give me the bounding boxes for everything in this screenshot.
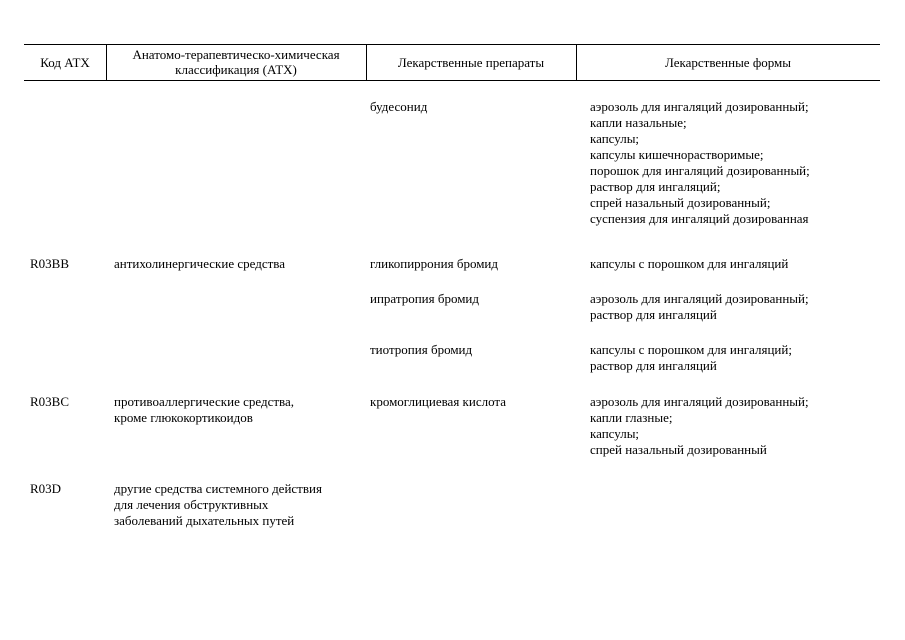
drug-name: ипратропия бромид [370,291,479,306]
header-code: Код АТХ [40,54,90,70]
dosage-forms: капсулы с порошком для ингаляций [590,256,789,271]
table-header-rule [24,80,880,81]
atc-group: антихолинергические средства [114,256,286,271]
drug-name: будесонид [370,99,428,114]
atc-code: R03D [30,481,62,496]
header-drugs: Лекарственные препараты [397,54,545,70]
drug-name: гликопиррония бромид [370,256,498,271]
atc-group: противоаллергические средства, кроме глюкокортикоидов [114,394,295,425]
drug-name: кромоглициевая кислота [370,394,507,409]
dosage-forms: капсулы с порошком для ингаляций; раствор для ингаляций [590,342,792,373]
header-atc-classification: Анатомо-терапевтическо-химическая классификация (АТХ) [132,47,340,77]
dosage-forms: аэрозоль для ингаляций дозированный; капли глазные; капсулы; спрей назальный дозированный [590,394,809,457]
atc-code: R03BC [30,394,70,409]
dosage-forms: аэрозоль для ингаляций дозированный; капли назальные; капсулы; капсулы кишечнорастворимые; порошок для ингаляций дозированный; раствор для ингаляций; спрей назальный дозированный; суспензия для ингаляций дозированная [590,99,810,226]
header-dosage-forms: Лекарственные формы [664,54,792,70]
atc-code: R03BB [30,256,70,271]
dosage-forms: аэрозоль для ингаляций дозированный; раствор для ингаляций [590,291,809,322]
atc-group: другие средства системного действия для лечения обструктивных заболеваний дыхательных путей [114,481,322,528]
drug-name: тиотропия бромид [370,342,473,357]
